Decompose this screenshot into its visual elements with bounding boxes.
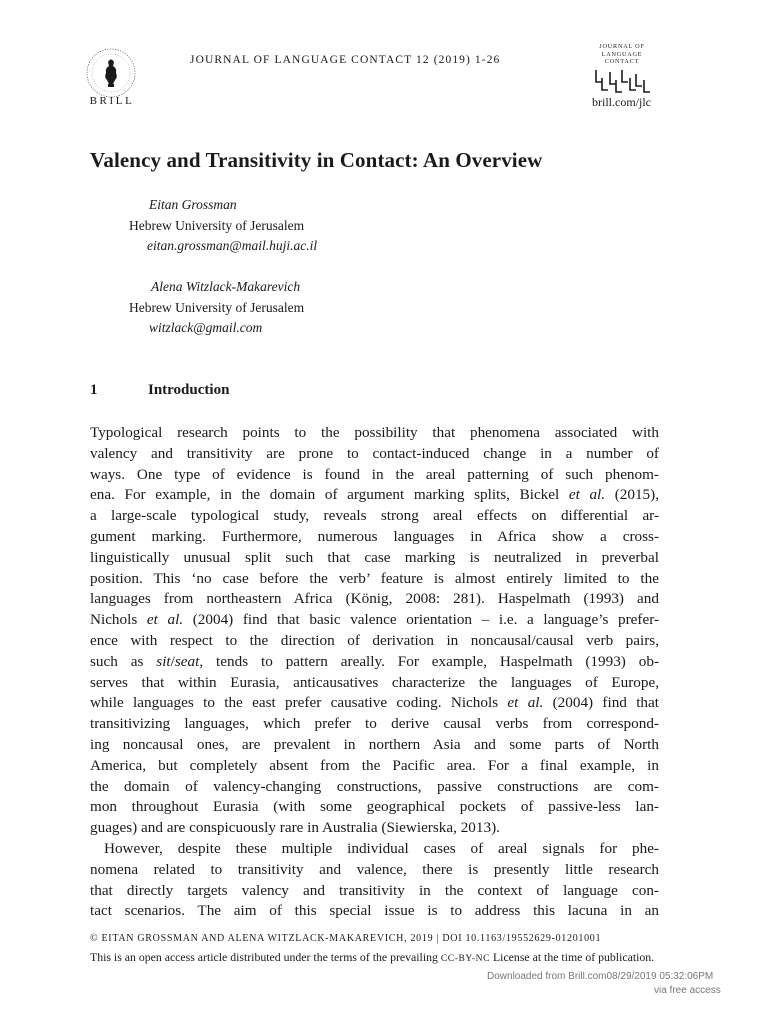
body-run: (2004) find that basic valence orientation – i.e. a language’s prefer-: [183, 611, 660, 629]
body-run: /: [170, 652, 175, 670]
jlc-mark-icon: [592, 68, 652, 94]
author-1-email[interactable]: eitan.grossman@mail.huji.ac.il: [147, 238, 318, 253]
jlc-logo-text-2: LANGUAGE CONTACT: [601, 50, 643, 65]
body-line: [90, 485, 659, 506]
body-run: Nichols: [90, 611, 147, 629]
body-line: [90, 797, 659, 818]
body-line: [90, 548, 659, 569]
body-run: Typological research points to the possibility that phenomena associated with: [90, 424, 659, 441]
body-run: transitivizing languages, which prefer to derive causal verbs from correspond-: [90, 715, 659, 733]
copyright-line: © EITAN GROSSMAN AND ALENA WITZLACK-MAKAREVICH, 2019 | DOI 10.1163/19552629-01201001: [90, 933, 602, 944]
body-run: the domain of valency-changing constructions, passive constructions are com-: [90, 777, 659, 795]
access-stamp: via free access: [654, 985, 721, 996]
body-run: serves that within Eurasia, anticausatives characterize the languages of Europe,: [90, 673, 659, 691]
journal-citation: JOURNAL OF LANGUAGE CONTACT 12 (2019) 1-26: [190, 54, 501, 66]
body-line: [90, 818, 659, 839]
author-1-affiliation: Hebrew University of Jerusalem: [129, 218, 305, 233]
author-2-email[interactable]: witzlack@gmail.com: [149, 320, 263, 335]
body-line: [90, 506, 659, 527]
body-line: [90, 673, 659, 694]
body-italic-run: seat: [174, 652, 200, 670]
license-code[interactable]: CC-BY-NC: [440, 954, 491, 964]
body-italic-run: et al.: [146, 611, 184, 629]
body-run: However, despite these multiple individual cases of areal signals for phe-: [104, 839, 659, 857]
download-stamp: Downloaded from Brill.com08/29/2019 05:32:06PM: [487, 971, 714, 982]
body-run: (2004) find that: [543, 694, 659, 712]
body-run: valency and transitivity are prone to contact-induced change in a number of: [90, 444, 659, 462]
body-line: [90, 839, 659, 860]
license-text-after: License at the time of publication.: [490, 950, 655, 964]
author-2-affiliation: Hebrew University of Jerusalem: [129, 300, 305, 315]
body-line: [90, 735, 659, 756]
body-text: [90, 423, 659, 922]
body-run: ence with respect to the direction of derivation in noncausal/causal verb pairs,: [90, 631, 659, 649]
body-line: [90, 444, 659, 465]
body-run: languages from northeastern Africa (König, 2008: 281). Haspelmath (1993) and: [90, 590, 659, 608]
body-run: tact scenarios. The aim of this special issue is to address this lacuna in an: [90, 902, 659, 920]
brill-seal-logo: [84, 46, 138, 100]
body-line: [90, 756, 659, 777]
body-line: [90, 631, 659, 652]
body-line: [90, 569, 659, 590]
jlc-logo-text-1: JOURNAL OF: [599, 43, 645, 50]
body-line: [90, 714, 659, 735]
body-run: such as: [90, 652, 157, 670]
body-line: [90, 693, 659, 714]
body-run: nomena related to transitivity and valence, there is presently little research: [90, 860, 659, 878]
body-line: [90, 527, 659, 548]
jlc-logo: [584, 43, 660, 99]
body-run: , tends to pattern areally. For example, Haspelmath (1993) ob-: [199, 652, 659, 670]
body-line: [90, 652, 659, 673]
body-line: [90, 901, 659, 922]
publisher-name: BRILL: [89, 95, 135, 107]
body-run: ways. One type of evidence is found in the areal patterning of such phenom-: [90, 465, 659, 483]
body-run: position. This ‘no case before the verb’ feature is almost entirely limited to the: [90, 569, 659, 587]
body-run: America, but completely absent from the Pacific area. For a final example, in: [90, 756, 659, 774]
body-run: (2015),: [605, 486, 659, 504]
body-run: mon throughout Eurasia (with some geographical pockets of passive-less lan-: [90, 798, 659, 816]
section-number: 1: [90, 382, 98, 398]
body-run: linguistically unusual split such that case marking is neutralized in preverbal: [90, 548, 659, 566]
author-2-name: Alena Witzlack-Makarevich: [151, 279, 301, 294]
body-italic-run: et al.: [568, 486, 606, 504]
license-text-before: This is an open access article distributed under the terms of the prevailing: [90, 950, 441, 964]
body-run: gument marking. Furthermore, numerous languages in Africa show a cross-: [90, 527, 659, 545]
journal-url[interactable]: brill.com/jlc: [592, 95, 651, 109]
body-italic-run: et al.: [507, 694, 544, 712]
section-heading: Introduction: [148, 382, 230, 398]
body-run: ena. For example, in the domain of argument marking splits, Bickel: [90, 486, 569, 504]
body-line: [90, 777, 659, 798]
author-1-name: Eitan Grossman: [149, 197, 237, 212]
body-line: [90, 860, 659, 881]
license-note: [90, 949, 660, 967]
body-italic-run: sit: [156, 652, 171, 670]
body-run: a large-scale typological study, reveals strong areal effects on differential ar-: [90, 507, 659, 525]
body-line: [90, 423, 659, 444]
body-line: [90, 881, 659, 902]
body-line: [90, 465, 659, 486]
body-run: ing noncausal ones, are prevalent in northern Asia and some parts of North: [90, 735, 659, 753]
body-line: [90, 589, 659, 610]
body-line: [90, 610, 659, 631]
body-run: that directly targets valency and transitivity in the context of language con-: [90, 881, 659, 899]
body-run: while languages to the east prefer causative coding. Nichols: [90, 694, 508, 712]
article-title: Valency and Transitivity in Contact: An Overview: [90, 148, 543, 172]
body-run: guages) and are conspicuously rare in Australia (Siewierska, 2013).: [90, 819, 500, 837]
